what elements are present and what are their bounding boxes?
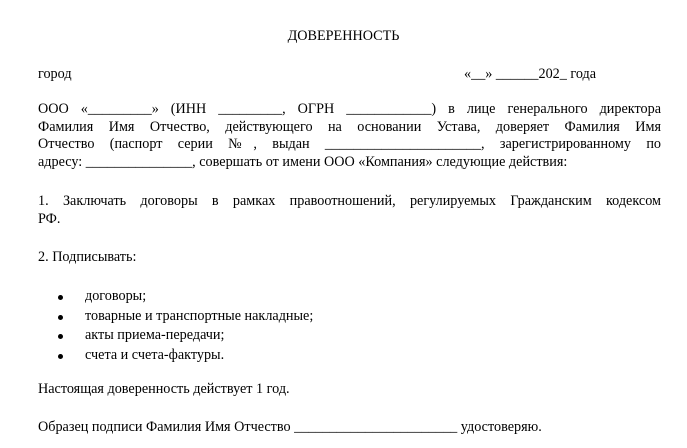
- item-1-line: 1. Заключать договоры в рамках правоотношений, регулируемых Гражданским кодексом: [38, 193, 661, 209]
- list-item: [38, 346, 313, 366]
- signature-sample-line: Образец подписи Фамилия Имя Отчество _______________________ удостоверяю.: [38, 419, 542, 435]
- list-item-text: договоры;: [85, 288, 147, 304]
- list-item: [38, 326, 313, 346]
- main-paragraph-line: ООО «_________» (ИНН _________, ОГРН ____________) в лице генерального директора: [38, 101, 661, 117]
- item-2-heading: 2. Подписывать:: [38, 249, 137, 265]
- bullet-icon: [58, 334, 63, 339]
- bullet-icon: [58, 295, 63, 300]
- main-paragraph: [38, 101, 661, 171]
- list-item-text: счета и счета-фактуры.: [85, 346, 225, 363]
- item-1-paragraph: [38, 193, 661, 228]
- city-date-row: [38, 66, 655, 84]
- city-label: город: [38, 66, 72, 82]
- validity-statement: Настоящая доверенность действует 1 год.: [38, 381, 290, 397]
- document-title: ДОВЕРЕННОСТЬ: [287, 28, 400, 44]
- sign-items-list: [38, 287, 313, 365]
- bullet-icon: [58, 354, 63, 359]
- date-line: «__» ______202_ года: [464, 66, 597, 82]
- item-1-line: РФ.: [38, 210, 61, 227]
- main-paragraph-line: адресу: _______________, совершать от имени ООО «Компания» следующие действия:: [38, 153, 568, 170]
- main-paragraph-line: Фамилия Имя Отчество, действующего на основании Устава, доверяет Фамилия Имя: [38, 118, 661, 135]
- main-paragraph-line: Отчество (паспорт серии №, выдан ______________________, зарегистрированному по: [38, 136, 661, 152]
- bullet-icon: [58, 315, 63, 320]
- list-item-text: товарные и транспортные накладные;: [85, 307, 314, 324]
- list-item-text: акты приема-передачи;: [85, 327, 225, 343]
- list-item: [38, 287, 313, 307]
- list-item: [38, 307, 313, 327]
